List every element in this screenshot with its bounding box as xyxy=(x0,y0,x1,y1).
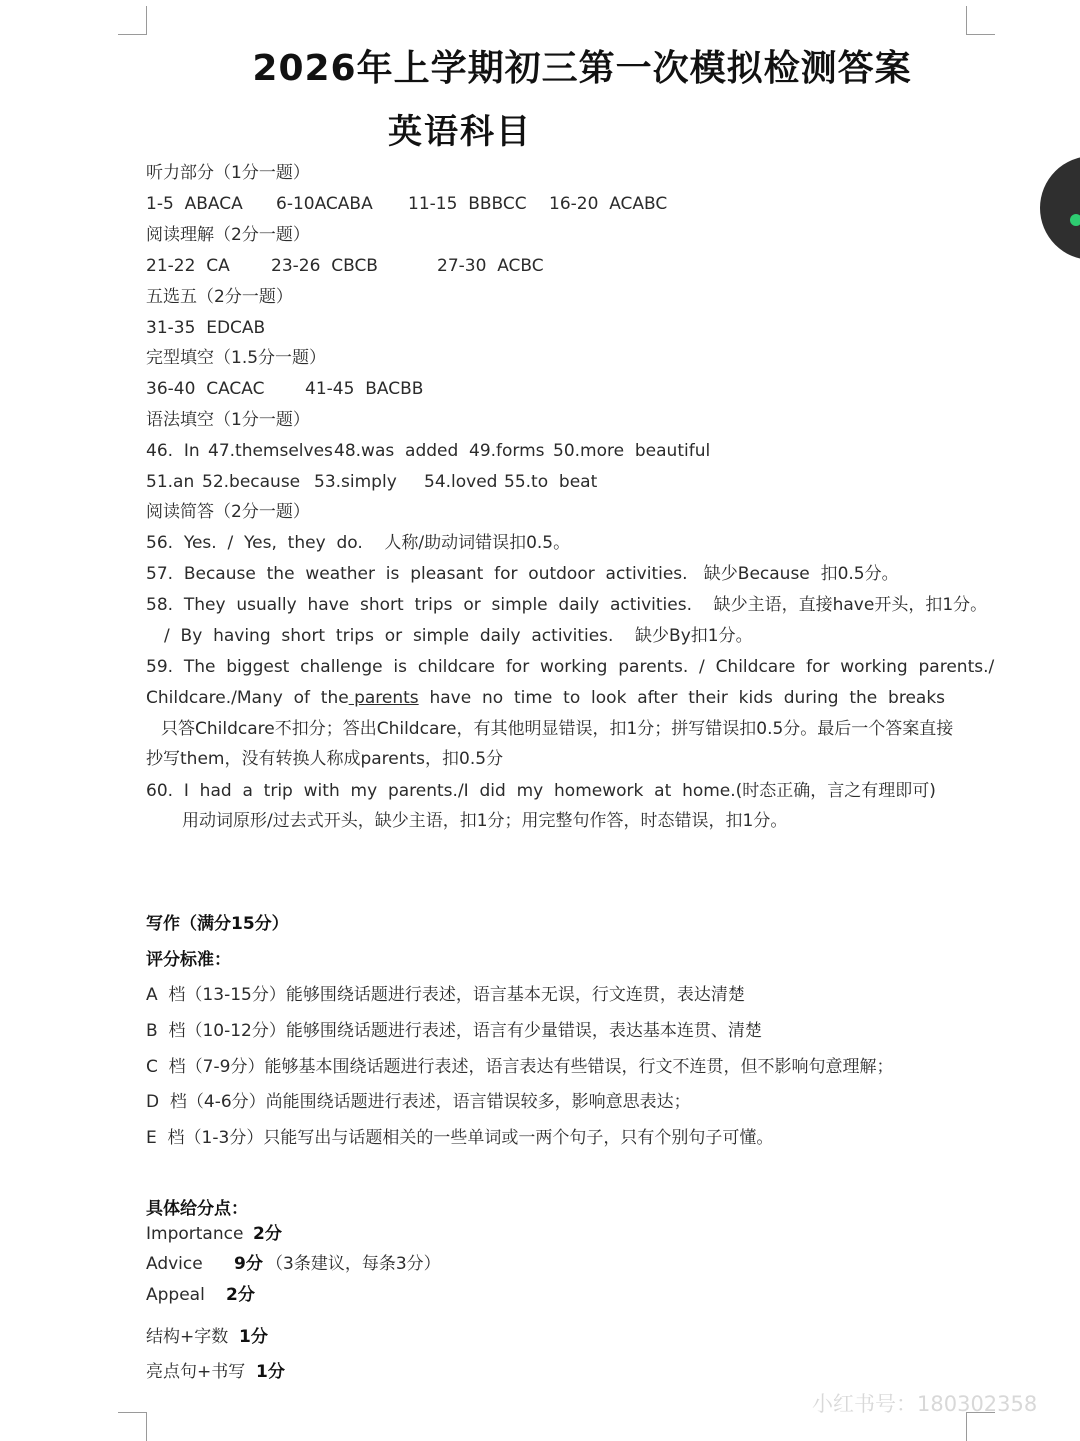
answer-text: have no time to look after their kids during the breaks xyxy=(418,688,946,708)
point-item xyxy=(146,1361,285,1383)
answer-group: 36-40 CACAC xyxy=(146,379,265,399)
answer-item: 47.themselves xyxy=(208,441,333,461)
criteria-heading: 评分标准： xyxy=(146,950,231,970)
section-heading-five-choose: 五选五（2分一题） xyxy=(146,287,293,307)
answer-line-listening xyxy=(146,193,668,215)
point-item xyxy=(146,1223,282,1245)
answer-item: 54.loved xyxy=(424,472,498,492)
answer-item: 46. In xyxy=(146,441,200,461)
answer-line-grammar-1 xyxy=(146,440,711,462)
points-heading: 具体给分点： xyxy=(146,1199,248,1219)
point-item xyxy=(146,1253,441,1275)
answer-item: 52.because xyxy=(202,472,301,492)
answer-60: 60. I had a trip with my parents./I did my homework at home.(时态正确，言之有理即可) xyxy=(146,781,936,801)
answer-57: 57. Because the weather is pleasant for outdoor activities. 缺少Because 扣0.5分。 xyxy=(146,564,899,584)
answer-58-alt: / By having short trips or simple daily activities. 缺少By扣1分。 xyxy=(164,626,753,646)
answer-59-cont xyxy=(146,687,945,709)
criteria-level-e: E 档（1-3分）只能写出与话题相关的一些单词或一两个句子，只有个别句子可懂。 xyxy=(146,1128,774,1148)
answer-item: 53.simply xyxy=(314,472,397,492)
scoring-note-59: 只答Childcare不扣分；答出Childcare，有其他明显错误，扣1分；拼写错误扣0.5分。最后一个答案直接 xyxy=(161,719,954,739)
page-title: 2026年上学期初三第一次模拟检测答案 xyxy=(252,48,912,89)
section-heading-listening: 听力部分（1分一题） xyxy=(146,163,310,183)
page-subtitle: 英语科目 xyxy=(388,112,532,152)
answer-58: 58. They usually have short trips or simple daily activities. 缺少主语，直接have开头，扣1分。 xyxy=(146,595,988,615)
criteria-level-a: A 档（13-15分）能够围绕话题进行表述，语言基本无误，行文连贯，表达清楚 xyxy=(146,985,745,1005)
floating-assistant-button[interactable] xyxy=(1040,156,1080,260)
answer-item: 55.to beat xyxy=(504,472,598,492)
point-score: 2分 xyxy=(253,1224,282,1244)
answer-item: 50.more beautiful xyxy=(553,441,711,461)
criteria-level-c: C 档（7-9分）能够基本围绕话题进行表述，语言表达有些错误，行文不连贯，但不影响句意理解； xyxy=(146,1057,894,1077)
answer-group: 41-45 BACBB xyxy=(305,379,424,399)
criteria-level-b: B 档（10-12分）能够围绕话题进行表述，语言有少量错误，表达基本连贯、清楚 xyxy=(146,1021,762,1041)
section-heading-writing: 写作（满分15分） xyxy=(146,914,289,934)
point-label: Advice xyxy=(146,1254,203,1274)
point-note: （3条建议，每条3分） xyxy=(266,1254,441,1274)
section-heading-short-answer: 阅读简答（2分一题） xyxy=(146,502,310,522)
answer-group: 27-30 ACBC xyxy=(437,256,544,276)
point-label: Importance xyxy=(146,1224,244,1244)
answer-item: 48.was added xyxy=(334,441,459,461)
point-score: 9分 xyxy=(234,1254,263,1274)
answer-group: 16-20 ACABC xyxy=(549,194,668,214)
crop-mark-bottom-left xyxy=(118,1412,147,1441)
answer-line-reading xyxy=(146,255,544,277)
answer-group: 11-15 BBBCC xyxy=(408,194,527,214)
section-heading-cloze: 完型填空（1.5分一题） xyxy=(146,348,327,368)
answer-line-grammar-2 xyxy=(146,471,598,493)
answer-group: 21-22 CA xyxy=(146,256,230,276)
point-item xyxy=(146,1284,255,1306)
section-heading-grammar: 语法填空（1分一题） xyxy=(146,410,310,430)
answer-line-five-choose: 31-35 EDCAB xyxy=(146,318,266,338)
point-label: 结构+字数 xyxy=(146,1327,229,1347)
scoring-note-60: 用动词原形/过去式开头，缺少主语，扣1分；用完整句作答，时态错误，扣1分。 xyxy=(182,811,788,831)
answer-line-cloze xyxy=(146,378,424,400)
section-heading-reading: 阅读理解（2分一题） xyxy=(146,225,310,245)
answer-59: 59. The biggest challenge is childcare for working parents. / Childcare for working parents./ xyxy=(146,657,995,677)
criteria-level-d: D 档（4-6分）尚能围绕话题进行表述，语言错误较多，影响意思表达； xyxy=(146,1092,691,1112)
answer-group: 6-10ACABA xyxy=(276,194,373,214)
answer-group: 1-5 ABACA xyxy=(146,194,243,214)
point-score: 1分 xyxy=(256,1362,285,1382)
point-score: 2分 xyxy=(226,1285,255,1305)
answer-text: Childcare./Many of the xyxy=(146,688,349,708)
answer-group: 23-26 CBCB xyxy=(271,256,378,276)
watermark: 小红书号：180302358 xyxy=(812,1392,1038,1416)
answer-item: 49.forms xyxy=(469,441,545,461)
point-label: 亮点句+书写 xyxy=(146,1362,246,1382)
point-label: Appeal xyxy=(146,1285,205,1305)
answer-item: 51.an xyxy=(146,472,195,492)
status-dot-icon xyxy=(1070,214,1080,226)
scoring-note-59-cont: 抄写them，没有转换人称成parents，扣0.5分 xyxy=(146,749,504,769)
point-item xyxy=(146,1326,268,1348)
point-score: 1分 xyxy=(239,1327,268,1347)
answer-56: 56. Yes. / Yes, they do. 人称/助动词错误扣0.5。 xyxy=(146,533,571,553)
underlined-word: parents xyxy=(348,688,419,708)
crop-mark-top-right xyxy=(966,6,995,35)
crop-mark-top-left xyxy=(118,6,147,35)
